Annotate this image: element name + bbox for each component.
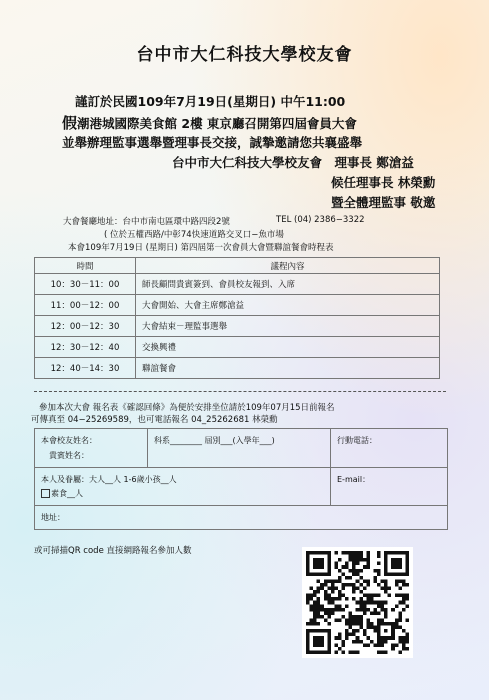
schedule-title: 本會109年7月19日 (星期日) 第四屆第一次會員大會暨聯誼餐會時程表 (68, 243, 334, 253)
schedule-agenda: 聯誼餐會 (136, 358, 440, 379)
venue-address: 大會餐廳地址：台中市南屯區環中路四段2號 (63, 217, 230, 227)
venue-phone: TEL (04) 2386−3322 (276, 215, 365, 225)
qr-instruction: 或可掃描QR code 直接網路報名參加人數 (34, 546, 192, 556)
mobile-phone-field[interactable] (331, 429, 448, 468)
schedule-agenda: 師長顧問貴賓簽到、會員校友報到、入席 (136, 274, 440, 295)
member-name-field[interactable] (35, 429, 148, 468)
invitation-line-date: 謹訂於民國109年7月19日(星期日) 中午11:00 (75, 94, 346, 109)
qr-code-image[interactable] (302, 547, 413, 658)
attendance-field[interactable] (35, 468, 331, 506)
table-row (35, 316, 440, 337)
page-title: 台中市大仁科技大學校友會 (136, 45, 353, 65)
invitation-line-chairman: 台中市大仁科技大學校友會 理事長 鄭滄益 (172, 155, 414, 170)
vegetarian-label: 素食__人 (51, 489, 83, 498)
schedule-header-agenda: 議程內容 (136, 258, 440, 274)
schedule-time: 11：00－12：00 (35, 295, 136, 316)
member-name-label: 本會校友姓名： (41, 436, 97, 445)
department-field[interactable] (148, 429, 331, 468)
table-row (35, 295, 440, 316)
vegetarian-checkbox[interactable] (41, 489, 50, 498)
schedule-time: 10：30－11：00 (35, 274, 136, 295)
address-label: 地址： (41, 513, 65, 522)
table-row (35, 358, 440, 379)
schedule-agenda: 交換興禮 (136, 337, 440, 358)
address-field[interactable] (35, 506, 448, 530)
table-row (35, 274, 440, 295)
schedule-agenda: 大會結束－理監事選舉 (136, 316, 440, 337)
invitation-line-venue (62, 112, 357, 133)
email-label: E-mail： (337, 475, 371, 484)
qr-code-graphic (306, 551, 409, 654)
email-field[interactable] (331, 468, 448, 506)
invitation-line-election: 並舉辦理監事選舉暨理事長交接，誠摯邀請您共襄盛舉 (62, 135, 363, 150)
invitation-line-signature: 暨全體理監事 敬邀 (331, 195, 436, 210)
registration-form (34, 428, 448, 530)
schedule-table (34, 257, 440, 379)
registration-contact: 可傳真至 04−25269589，也可電話報名 04_25262681 林榮勳 (31, 415, 278, 425)
schedule-time: 12：30－12：40 (35, 337, 136, 358)
department-label: 科系________ 屆別___(入學年___) (154, 436, 275, 445)
invitation-venue-first-char: 假 (62, 114, 78, 132)
schedule-agenda: 大會開始、大會主席鄭滄益 (136, 295, 440, 316)
invitation-line-chairman-elect: 候任理事長 林榮勳 (331, 175, 436, 190)
family-count-label: 本人及眷屬：大人__人 1-6歲小孩__人 (41, 475, 177, 484)
registration-instructions: 參加本次大會 報名表《確認回條》為便於安排坐位請於109年07月15日前報名 (39, 403, 335, 413)
guest-name-label: 貴賓姓名： (49, 451, 89, 460)
invitation-venue-text: 潮港城國際美食館 2樓 東京廳召開第四屆會員大會 (77, 116, 357, 131)
schedule-header-time: 時間 (35, 258, 136, 274)
venue-directions: ( 位於五權西路/中彰74快速道路交叉口−魚市場 (104, 230, 284, 240)
schedule-time: 12：00－12：30 (35, 316, 136, 337)
schedule-header-row (35, 258, 440, 274)
cut-line-divider (34, 391, 446, 392)
mobile-phone-label: 行動電話： (337, 436, 377, 445)
table-row (35, 337, 440, 358)
schedule-time: 12：40－14：30 (35, 358, 136, 379)
